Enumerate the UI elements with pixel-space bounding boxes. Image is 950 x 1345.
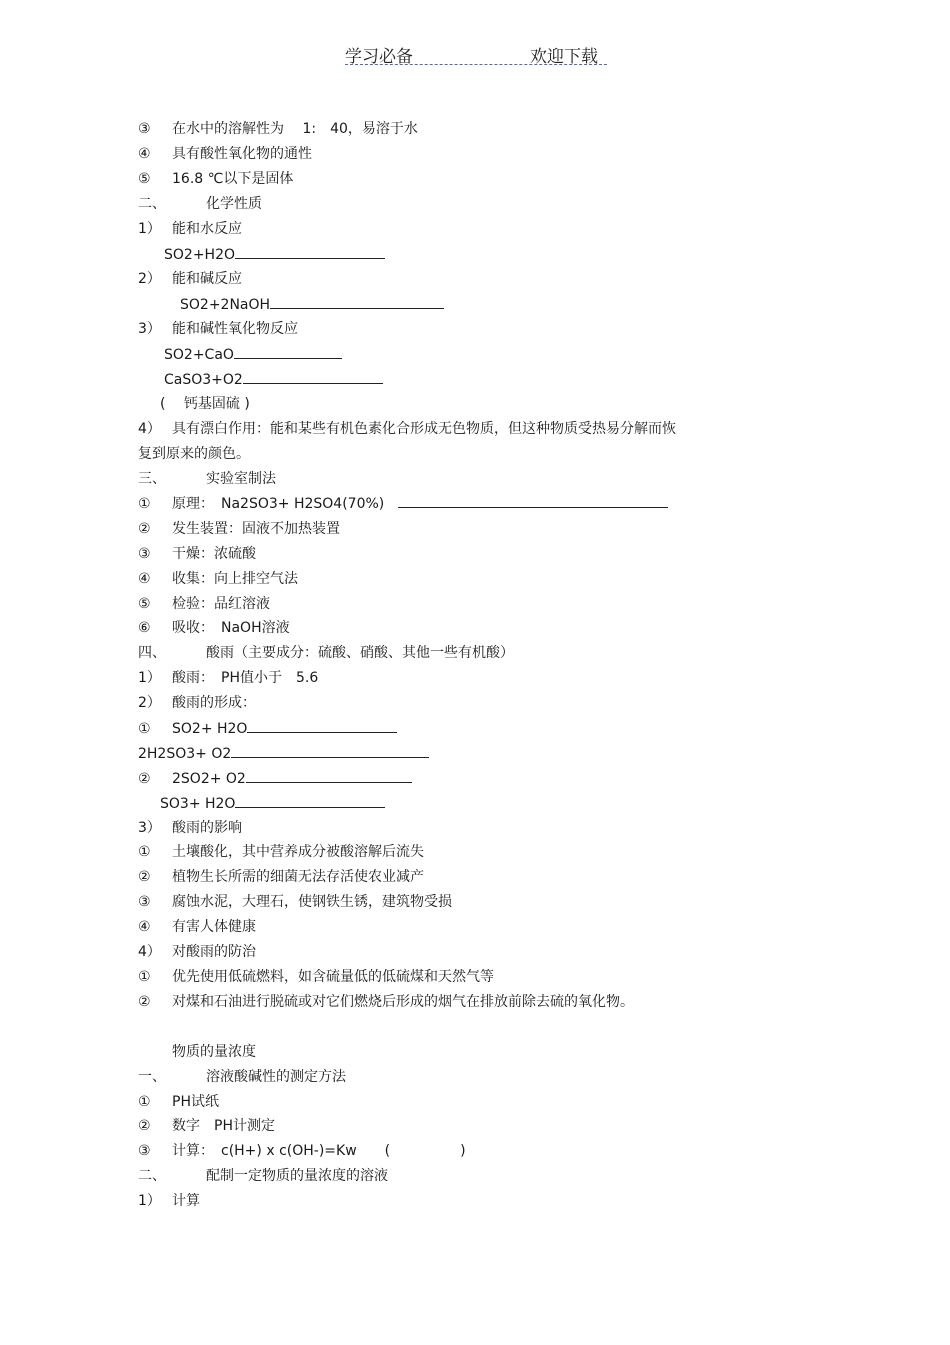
equation-line — [164, 370, 383, 388]
list-marker: ⑥ — [138, 620, 151, 636]
list-marker: ② — [138, 521, 151, 537]
text-line — [138, 868, 424, 886]
answer-blank — [235, 245, 385, 259]
answer-blank — [231, 744, 429, 758]
text-line — [138, 669, 318, 687]
list-marker: 4） — [138, 944, 161, 960]
answer-blank — [234, 345, 342, 359]
list-marker: 2） — [138, 271, 161, 287]
equation-text: SO2+CaO — [164, 347, 234, 363]
text-line — [138, 918, 256, 936]
list-marker: ① — [138, 721, 151, 737]
text-line — [138, 320, 298, 338]
page-header — [345, 42, 607, 65]
equation-line — [164, 345, 342, 363]
section-heading — [138, 644, 514, 662]
list-marker: ③ — [138, 894, 151, 910]
text-line — [138, 145, 312, 163]
list-marker: 4） — [138, 421, 161, 437]
list-marker: ③ — [138, 546, 151, 562]
equation-text: 原理： Na2SO3+ H2SO4(70%) — [172, 496, 385, 512]
equation-line — [138, 769, 412, 787]
list-marker: ① — [138, 969, 151, 985]
text-line — [138, 893, 452, 911]
equation-text: CaSO3+O2 — [164, 372, 243, 388]
line-text: 实验室制法 — [206, 471, 276, 487]
list-marker: ① — [138, 1094, 151, 1110]
text-line — [138, 968, 494, 986]
line-text: 发生装置：固液不加热装置 — [172, 521, 340, 537]
header-left-text: 学习必备 — [345, 47, 413, 67]
section-heading — [138, 470, 276, 488]
line-text: 酸雨的影响 — [172, 820, 242, 836]
equation-text: SO2+2NaOH — [180, 297, 271, 313]
line-text: 溶液酸碱性的测定方法 — [206, 1069, 346, 1085]
line-text: 能和水反应 — [172, 221, 242, 237]
text-line — [138, 619, 290, 637]
line-text: 优先使用低硫燃料，如含硫量低的低硫煤和天然气等 — [172, 969, 494, 985]
answer-blank — [243, 370, 383, 384]
line-text: 有害人体健康 — [172, 919, 256, 935]
list-marker: 1） — [138, 670, 161, 686]
equation-text: SO2+H2O — [164, 247, 235, 263]
equation-text: SO3+ H2O — [160, 796, 236, 812]
header-right-text: 欢迎下载 — [530, 47, 598, 67]
line-text: 能和碱反应 — [172, 271, 242, 287]
line-text: 干燥：浓硫酸 — [172, 546, 256, 562]
line-text: 物质的量浓度 — [172, 1044, 256, 1060]
list-marker: ② — [138, 869, 151, 885]
equation-line — [138, 719, 397, 737]
list-marker: ⑤ — [138, 596, 151, 612]
equation-text: SO2+ H2O — [172, 721, 248, 737]
text-line — [138, 520, 340, 538]
text-line — [138, 220, 242, 238]
list-marker: ② — [138, 994, 151, 1010]
line-text: 土壤酸化，其中营养成分被酸溶解后流失 — [172, 844, 424, 860]
list-marker: ① — [138, 844, 151, 860]
list-marker: 四、 — [138, 645, 166, 661]
text-line — [138, 420, 676, 438]
list-marker: ② — [138, 771, 151, 787]
text-line — [160, 395, 250, 413]
list-marker: ④ — [138, 571, 151, 587]
answer-blank — [247, 719, 397, 733]
line-text: 具有漂白作用：能和某些有机色素化合形成无色物质，但这种物质受热易分解而恢 — [172, 421, 676, 437]
text-line — [138, 993, 634, 1011]
list-marker: 一、 — [138, 1069, 166, 1085]
list-marker: 2） — [138, 695, 161, 711]
line-text: 检验：品红溶液 — [172, 596, 270, 612]
answer-blank — [270, 295, 444, 309]
answer-blank — [398, 494, 668, 508]
line-text: 计算： c(H+) x c(OH-)=Kw ( ) — [172, 1143, 466, 1159]
section-heading — [138, 195, 262, 213]
line-text: 酸雨的形成： — [172, 695, 256, 711]
list-marker: 3） — [138, 321, 161, 337]
line-text: 复到原来的颜色。 — [138, 446, 250, 462]
equation-line — [160, 794, 385, 812]
text-line — [138, 170, 293, 188]
text-line — [138, 545, 256, 563]
list-marker: 3） — [138, 820, 161, 836]
line-text: 能和碱性氧化物反应 — [172, 321, 298, 337]
answer-blank — [246, 769, 412, 783]
text-line — [138, 1142, 466, 1160]
equation-line — [138, 494, 668, 512]
equation-text: 2H2SO3+ O2 — [138, 746, 232, 762]
line-text: 16.8 ℃以下是固体 — [172, 171, 294, 187]
line-text: 酸雨： PH值小于 5.6 — [172, 670, 319, 686]
list-marker: 二、 — [138, 196, 166, 212]
text-line — [138, 843, 424, 861]
line-text: 具有酸性氧化物的通性 — [172, 146, 312, 162]
text-line — [138, 819, 242, 837]
line-text: 数字 PH计测定 — [172, 1118, 275, 1134]
text-line — [138, 445, 250, 463]
text-line — [138, 1192, 200, 1210]
list-marker: 三、 — [138, 471, 166, 487]
list-marker: ④ — [138, 146, 151, 162]
line-text: 配制一定物质的量浓度的溶液 — [206, 1168, 388, 1184]
text-line — [138, 270, 242, 288]
line-text: 化学性质 — [206, 196, 262, 212]
list-marker: ③ — [138, 1143, 151, 1159]
answer-blank — [235, 794, 385, 808]
equation-text: 2SO2+ O2 — [172, 771, 246, 787]
text-line — [138, 943, 256, 961]
list-marker: ① — [138, 496, 151, 512]
text-line — [138, 120, 418, 138]
line-text: 吸收： NaOH溶液 — [172, 620, 290, 636]
line-text: 酸雨（主要成分：硫酸、硝酸、其他一些有机酸） — [206, 645, 514, 661]
equation-line — [164, 245, 385, 263]
list-marker: ⑤ — [138, 171, 151, 187]
equation-line — [138, 744, 429, 762]
line-text: PH试纸 — [172, 1094, 219, 1110]
line-text: ( 钙基固硫 ) — [160, 396, 250, 412]
line-text: 收集：向上排空气法 — [172, 571, 298, 587]
line-text: 在水中的溶解性为 1: 40，易溶于水 — [172, 121, 418, 137]
list-marker: ② — [138, 1118, 151, 1134]
section-heading — [138, 1068, 346, 1086]
line-text: 计算 — [172, 1193, 200, 1209]
text-line — [138, 1117, 275, 1135]
equation-line — [180, 295, 444, 313]
line-text: 对酸雨的防治 — [172, 944, 256, 960]
list-marker: 1） — [138, 221, 161, 237]
line-text: 腐蚀水泥，大理石，使钢铁生锈，建筑物受损 — [172, 894, 452, 910]
list-marker: 1） — [138, 1193, 161, 1209]
text-line — [138, 570, 298, 588]
list-marker: ④ — [138, 919, 151, 935]
line-text: 对煤和石油进行脱硫或对它们燃烧后形成的烟气在排放前除去硫的氧化物。 — [172, 994, 634, 1010]
text-line — [138, 1093, 219, 1111]
list-marker: 二、 — [138, 1168, 166, 1184]
line-text: 植物生长所需的细菌无法存活使农业减产 — [172, 869, 424, 885]
list-marker: ③ — [138, 121, 151, 137]
topic-title — [172, 1043, 256, 1061]
text-line — [138, 595, 270, 613]
text-line — [138, 694, 256, 712]
section-heading — [138, 1167, 388, 1185]
